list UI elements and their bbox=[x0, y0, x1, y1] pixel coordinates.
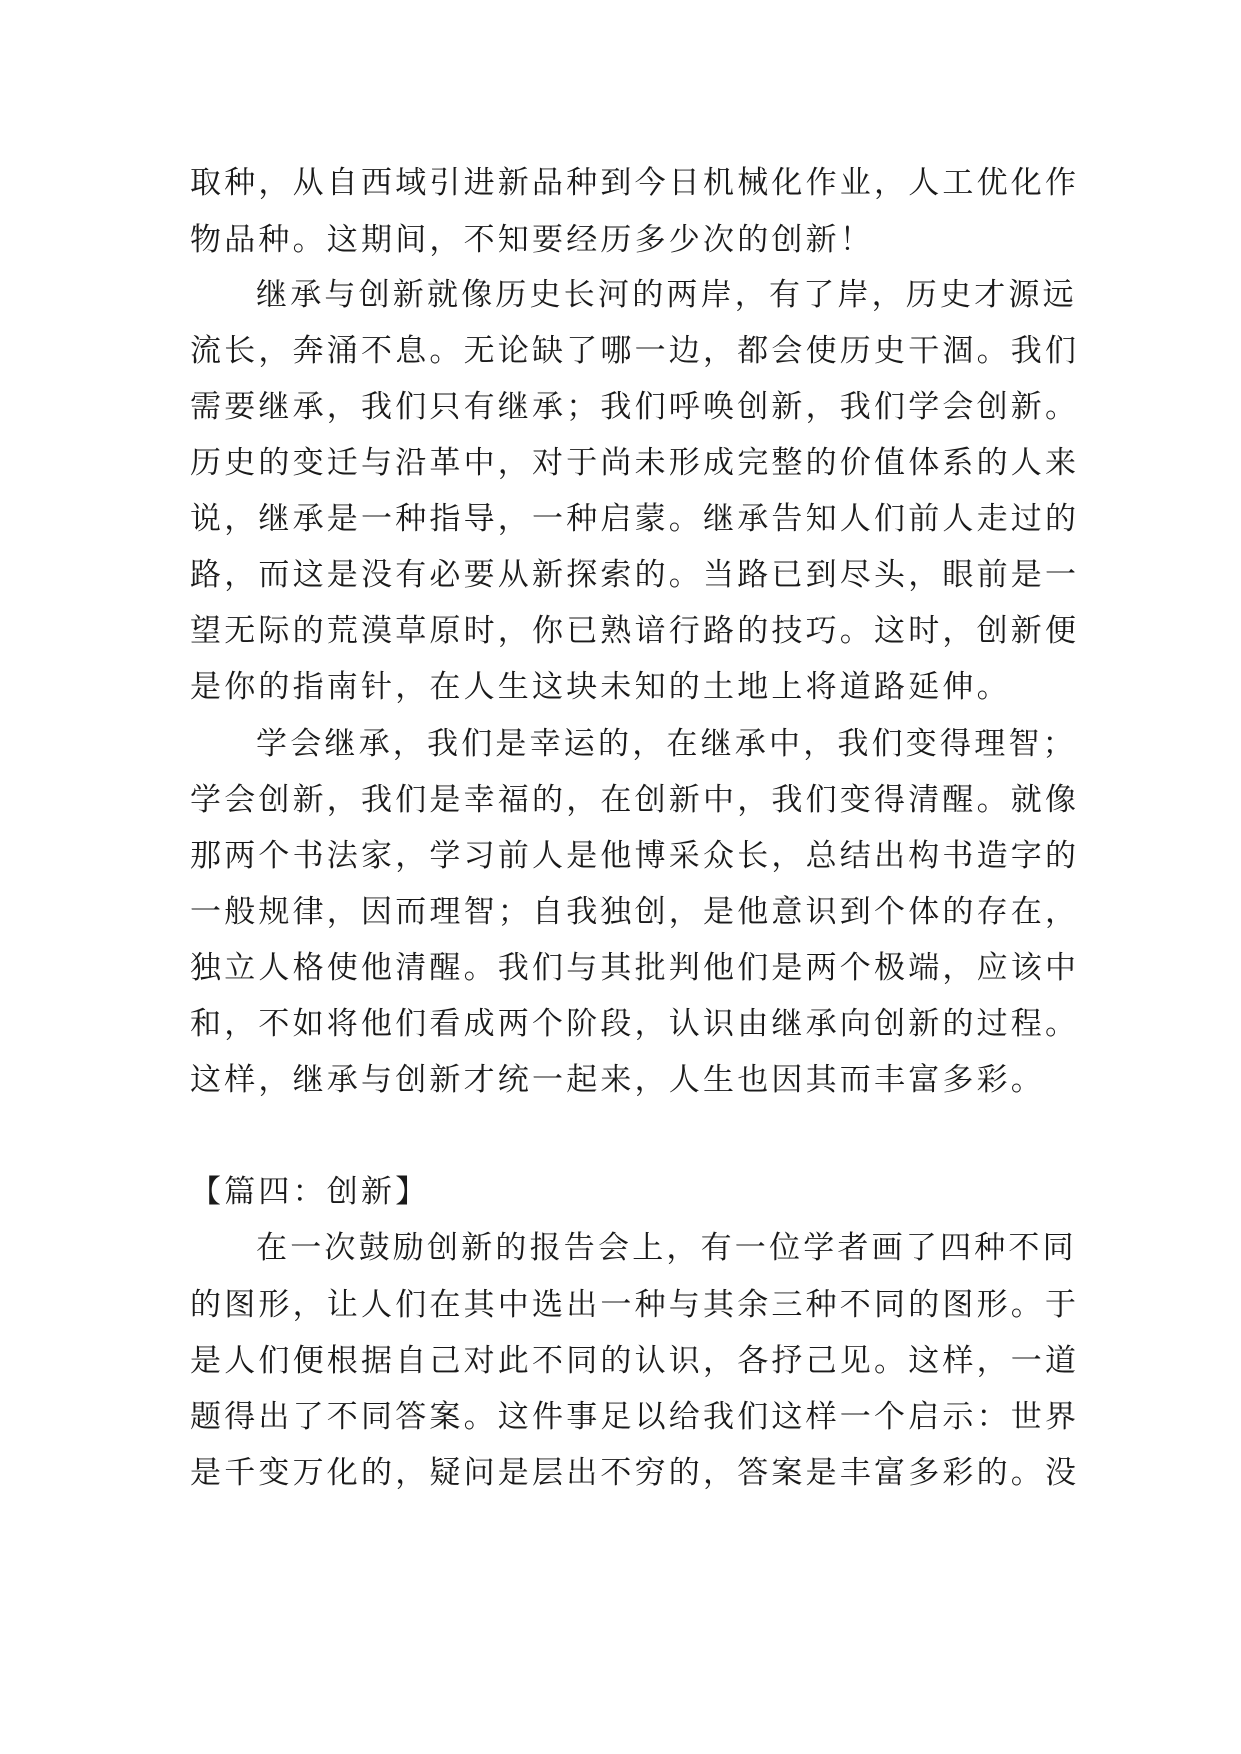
text-line: 路，而这是没有必要从新探索的。当路已到尽头，眼前是一 bbox=[190, 557, 1080, 593]
text-line: 需要继承，我们只有继承；我们呼唤创新，我们学会创新。 bbox=[190, 389, 1080, 425]
text-line: 取种，从自西域引进新品种到今日机械化作业，人工优化作 bbox=[190, 165, 1080, 201]
text-line: 历史的变迁与沿革中，对于尚未形成完整的价值体系的人来 bbox=[190, 445, 1080, 481]
text-line: 的图形，让人们在其中选出一种与其余三种不同的图形。于 bbox=[190, 1287, 1080, 1323]
text-line: 是千变万化的，疑问是层出不穷的，答案是丰富多彩的。没 bbox=[190, 1455, 1080, 1491]
text-line: 是你的指南针，在人生这块未知的土地上将道路延伸。 bbox=[190, 669, 1011, 705]
text-line: 物品种。这期间，不知要经历多少次的创新！ bbox=[190, 222, 874, 258]
text-line: 一般规律，因而理智；自我独创，是他意识到个体的存在， bbox=[190, 894, 1080, 930]
text-line: 和，不如将他们看成两个阶段，认识由继承向创新的过程。 bbox=[190, 1006, 1080, 1042]
text-line: 这样，继承与创新才统一起来，人生也因其而丰富多彩。 bbox=[190, 1062, 1045, 1098]
text-line: 题得出了不同答案。这件事足以给我们这样一个启示：世界 bbox=[190, 1399, 1080, 1435]
text-line: 是人们便根据自己对此不同的认识，各抒己见。这样，一道 bbox=[190, 1343, 1080, 1379]
text-line: 独立人格使他清醒。我们与其批判他们是两个极端，应该中 bbox=[190, 950, 1080, 986]
text-line: 说，继承是一种指导，一种启蒙。继承告知人们前人走过的 bbox=[190, 501, 1080, 537]
paragraph-first-line: 在一次鼓励创新的报告会上，有一位学者画了四种不同 bbox=[256, 1230, 1077, 1266]
text-line: 那两个书法家，学习前人是他博采众长，总结出构书造字的 bbox=[190, 838, 1080, 874]
paragraph-first-line: 学会继承，我们是幸运的，在继承中，我们变得理智； bbox=[256, 726, 1077, 762]
text-line: 学会创新，我们是幸福的，在创新中，我们变得清醒。就像 bbox=[190, 782, 1080, 818]
text-line: 望无际的荒漠草原时，你已熟谙行路的技巧。这时，创新便 bbox=[190, 613, 1080, 649]
text-line: 流长，奔涌不息。无论缺了哪一边，都会使历史干涸。我们 bbox=[190, 333, 1080, 369]
paragraph-first-line: 继承与创新就像历史长河的两岸，有了岸，历史才源远 bbox=[256, 277, 1077, 313]
section-heading: 【篇四：创新】 bbox=[190, 1174, 430, 1210]
